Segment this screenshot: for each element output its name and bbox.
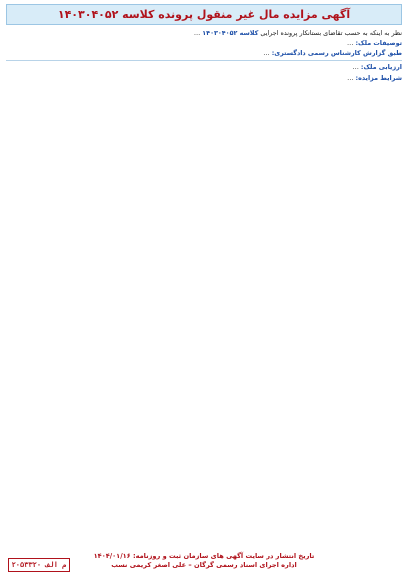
notice-title <box>6 4 402 25</box>
paragraph-valuation <box>6 63 402 72</box>
paragraph-auction-terms <box>6 74 402 83</box>
publication-date-line: تاریخ انتشار در سایت آگهی های سازمان ثبت و روزنامه: ۱۴۰۴/۰۱/۱۶ <box>93 552 315 560</box>
paragraph-intro-lead: نظر به اینکه به حسب تقاضای بستانکار پرونده اجرایی <box>260 29 402 37</box>
property-description-highlight: توصیفات ملک: <box>355 39 402 48</box>
section-divider <box>6 60 402 61</box>
paragraph-property-description <box>6 39 402 48</box>
reference-stamp-code: ۲۰۵۳۳۲۰ م الف <box>11 561 67 569</box>
valuation-highlight: ارزیابی ملک: <box>360 63 402 72</box>
auction-terms-highlight: شرایط مزایده: <box>355 73 402 82</box>
paragraph-valuation-rest: … <box>352 63 359 72</box>
paragraph-expert-report-rest: … <box>263 49 270 58</box>
case-number-highlight: کلاسه ۱۴۰۳۰۴۰۵۲ <box>202 29 259 37</box>
reference-stamp <box>8 558 70 572</box>
paragraph-property-description-rest: … <box>347 39 354 48</box>
issuing-office-line: اداره اجرای اسناد رسمی گرگان – علی اصغر کریمی نسب <box>111 561 297 569</box>
notice-body <box>6 29 402 83</box>
expert-report-highlight: طبق گزارش کارشناس رسمی دادگستری: <box>271 49 402 58</box>
notice-title-text: آگهی مزایده مال غیر منقول پرونده کلاسه ۱۴۰۳۰۴۰۵۲ <box>57 8 351 21</box>
paragraph-auction-terms-rest: … <box>347 73 354 82</box>
paragraph-intro <box>6 29 402 38</box>
paragraph-intro-rest: … <box>193 29 201 37</box>
paragraph-expert-report <box>6 49 402 58</box>
